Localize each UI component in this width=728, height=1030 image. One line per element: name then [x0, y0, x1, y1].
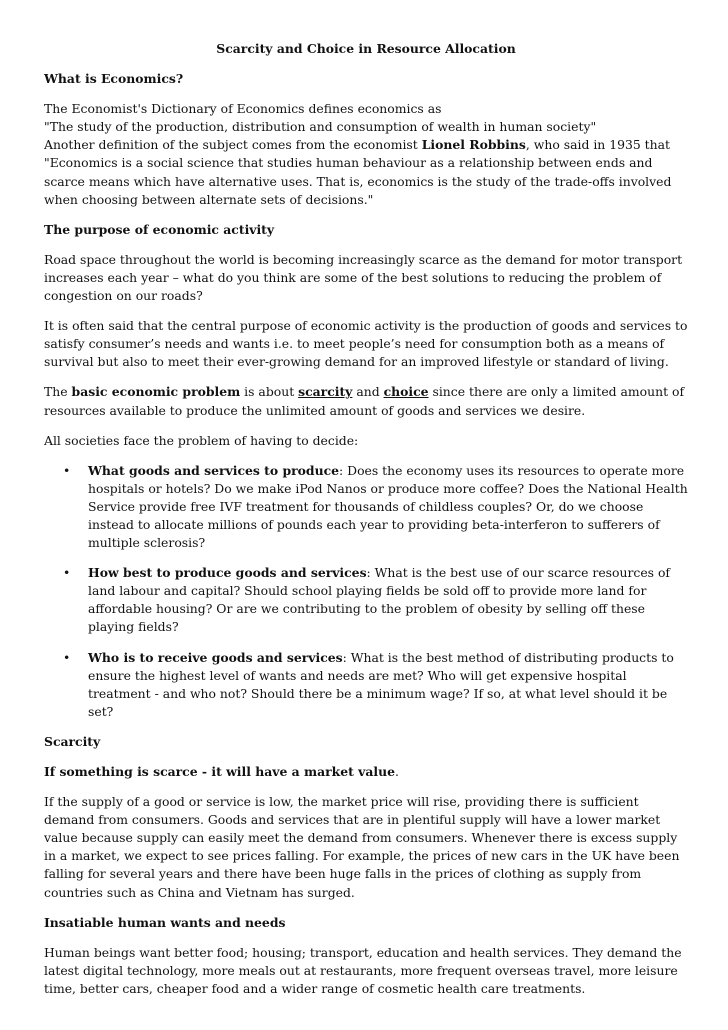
- bullet-icon: •: [63, 649, 71, 665]
- paragraph-central-purpose: It is often said that the central purpose of economic activity is the production of goods and services to satisfy consumer’s needs and wants i.e. to meet people’s need for consumption both as a means of survival but also to meet their ever-growing demand for an improved lifestyle or standard of living.: [44, 318, 688, 370]
- document-body: [44, 40, 688, 1010]
- robbins-name: Lionel Robbins: [421, 137, 526, 153]
- heading-what-is-economics: What is Economics?: [44, 71, 184, 87]
- decision-list: [44, 462, 688, 721]
- list-item-text: : What is the best method of distributing products to ensure the highest level of wants and needs are met? Who will get expensive hospital treatment - and who not? Should there be a minimum wage? If so, at what level should it be set?: [88, 649, 674, 719]
- definition-quote-robbins: "Economics is a social science that studies human behaviour as a relationship between ends and scarce means which have alternative uses. That is, economics is the study of the trade-offs involved when choosing between alternate sets of decisions.": [44, 155, 672, 207]
- definitions-block: [44, 100, 688, 209]
- heading-purpose-economic-activity: The purpose of economic activity: [44, 221, 275, 237]
- paragraph-supply-price: If the supply of a good or service is low, the market price will rise, providing there is sufficient demand from consumers. Goods and services that are in plentiful supply will have a lower market value because supply can easily meet the demand from consumers. Whenever there is excess supply in a market, we expect to see prices falling. For example, the prices of new cars in the UK have been falling for several years and there have been huge falls in the prices of clothing as supply from countries such as China and Vietnam has surged.: [44, 794, 680, 900]
- bullet-icon: •: [63, 565, 71, 581]
- paragraph-human-wants: Human beings want better food; housing; transport, education and health services. They demand the latest digital technology, more meals out at restaurants, more frequent overseas travel, more leisure time, better cars, cheaper food and a wider range of cosmetic health care treatments.: [44, 944, 682, 996]
- term-scarcity: scarcity: [298, 384, 353, 400]
- definition-robbins-intro: [44, 136, 688, 154]
- text-fragment: The: [44, 384, 72, 400]
- robbins-tail-text: , who said in 1935 that: [525, 137, 670, 153]
- text-fragment: is about: [240, 384, 299, 400]
- list-item-text: : Does the economy uses its resources to operate more hospitals or hotels? Do we make iPod Nanos or produce more coffee? Does the National Health Service provide free IVF treatment for thousands of childless couples? Or, do we choose instead to allocate millions of pounds each year to providing beta-interferon to sufferers of multiple sclerosis?: [88, 462, 688, 551]
- paragraph-basic-economic-problem: [44, 383, 688, 419]
- subheading-scarce-market-value: [44, 763, 688, 781]
- definition-intro: The Economist's Dictionary of Economics defines economics as: [44, 101, 442, 117]
- definition-quote-dictionary: "The study of the production, distribution and consumption of wealth in human society": [44, 119, 597, 135]
- paragraph-road-space: Road space throughout the world is becoming increasingly scarce as the demand for motor transport increases each year – what do you think are some of the best solutions to reducing the problem of congestion on our roads?: [44, 251, 683, 304]
- robbins-lead-text: Another definition of the subject comes from the economist: [44, 137, 422, 153]
- document-title: Scarcity and Choice in Resource Allocation: [216, 41, 516, 56]
- paragraph-societies-decide: All societies face the problem of having to decide:: [44, 432, 359, 448]
- text-fragment: and: [352, 384, 384, 400]
- term-basic-economic-problem: basic economic problem: [71, 384, 241, 400]
- list-item-lead: What goods and services to produce: [88, 462, 340, 478]
- list-item-lead: How best to produce goods and services: [88, 565, 367, 581]
- list-item-text: : What is the best use of our scarce resources of land labour and capital? Should school playing fields be sold off to provide more land for affordable housing? Or are we contributing to the problem of obesity by selling off these playing fields?: [88, 565, 671, 635]
- list-item: [44, 649, 688, 721]
- list-item-lead: Who is to receive goods and services: [88, 649, 343, 665]
- scarce-statement: If something is scarce - it will have a market value: [44, 764, 395, 779]
- scarce-statement-period: .: [395, 764, 399, 779]
- heading-insatiable-wants: Insatiable human wants and needs: [44, 914, 286, 930]
- list-item: [44, 564, 688, 636]
- text-fragment: since there are only a limited amount of resources available to produce the unlimited amount of goods and services we desire.: [44, 384, 685, 418]
- list-item: [44, 462, 688, 552]
- heading-scarcity: Scarcity: [44, 733, 101, 749]
- bullet-icon: •: [63, 462, 71, 478]
- term-choice: choice: [383, 384, 429, 400]
